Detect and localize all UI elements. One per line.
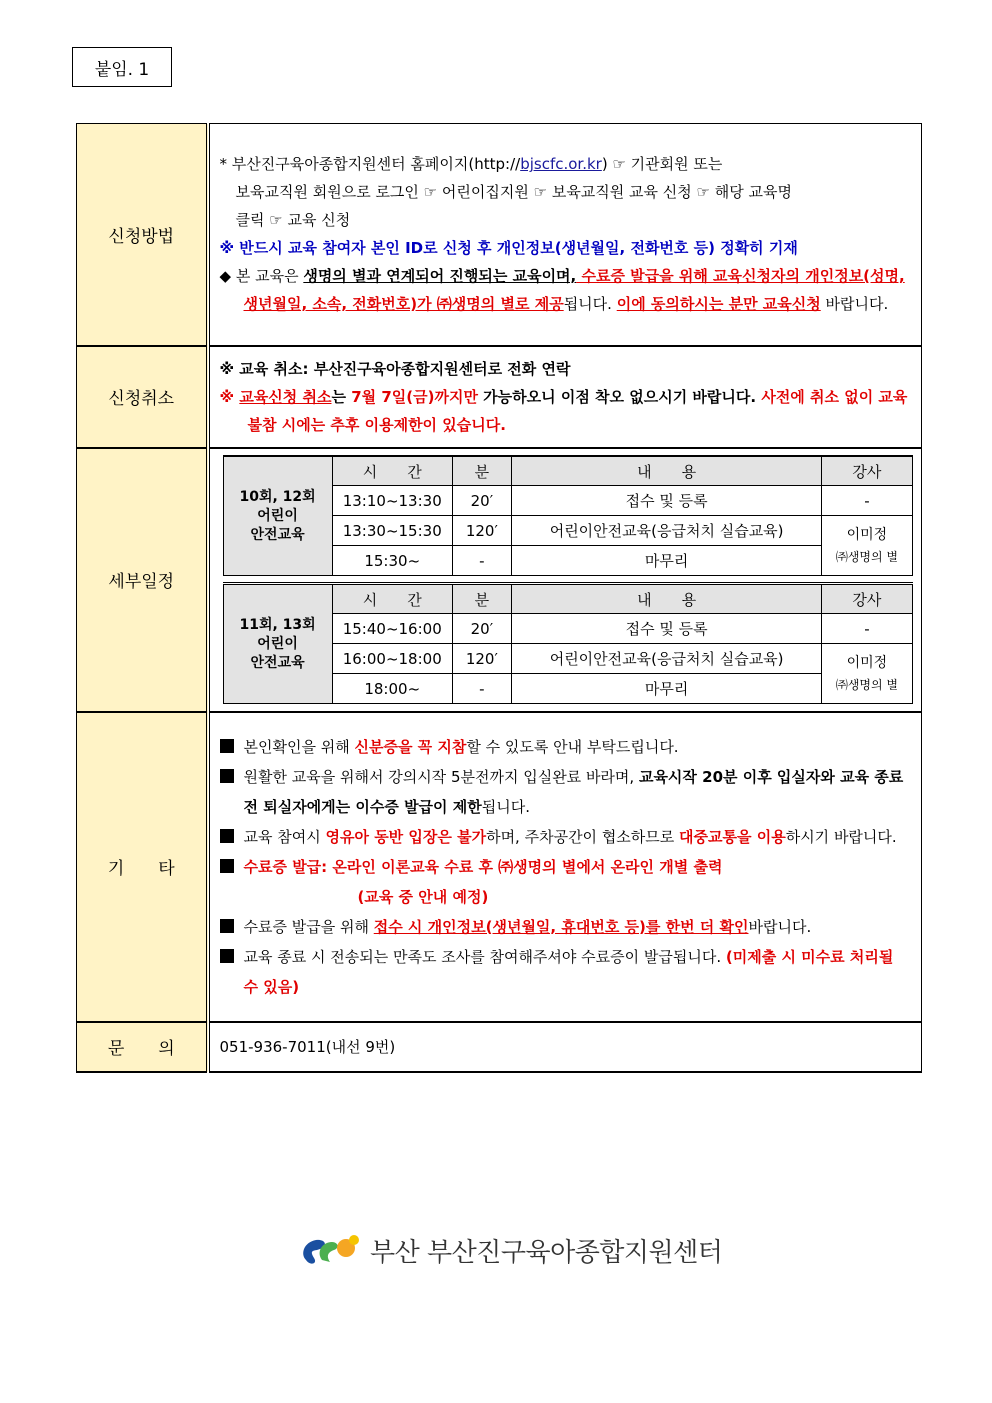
schedule-table-1 bbox=[223, 455, 913, 577]
apply-line-3: 클릭 ☞ 교육 신청 bbox=[235, 211, 351, 230]
schedule-table-2 bbox=[223, 582, 913, 704]
apply-row bbox=[77, 124, 922, 346]
cancel-line-2: ※ 교육신청 취소는 7월 7일(금)까지만 가능하오니 이점 착오 없으시기 바랍니다. 사전에 취소 없이 교육 불참 시에는 추후 이용제한이 있습니다. bbox=[219, 387, 908, 434]
table-row: 16:00~18:00 120′ 어린이안전교육(응급처치 실습교육) 이미정 ㈜생명의 별 bbox=[223, 644, 912, 674]
square-bullet-icon bbox=[220, 829, 234, 843]
apply-content bbox=[208, 124, 922, 346]
etc-item-2: 원활한 교육을 위해서 강의시작 5분전까지 입실완료 바라며, 교육시작 20분 이후 입실자와 교육 종료 전 퇴실자에게는 이수증 발급이 제한됩니다. bbox=[220, 762, 912, 822]
header-minutes: 분 bbox=[452, 584, 511, 614]
header-time: 시 간 bbox=[332, 456, 452, 486]
apply-label: 신청방법 bbox=[77, 124, 208, 346]
etc-item-6: 교육 종료 시 전송되는 만족도 조사를 참여해주셔야 수료증이 발급됩니다. (미제출 시 미수료 처리될 수 있음) bbox=[220, 942, 912, 1002]
center-logo-icon bbox=[298, 1230, 364, 1270]
center-logo-text: 부산 부산진구육아종합지원센터 bbox=[370, 1237, 723, 1268]
etc-label: 기 타 bbox=[77, 712, 208, 1022]
header-lecturer: 강사 bbox=[822, 584, 912, 614]
header-minutes: 분 bbox=[452, 456, 511, 486]
etc-content bbox=[208, 712, 922, 1022]
apply-notice: ※ 반드시 교육 참여자 본인 ID로 신청 후 개인정보(생년월일, 전화번호 등) 정확히 기재 bbox=[219, 239, 798, 258]
header-content: 내 용 bbox=[511, 584, 821, 614]
schedule-content bbox=[208, 448, 922, 712]
inquiry-label: 문 의 bbox=[77, 1022, 208, 1072]
homepage-link[interactable]: bjscfc.or.kr bbox=[520, 155, 602, 174]
table-row: 15:30~ - 마무리 bbox=[223, 546, 912, 576]
table-row: 18:00~ - 마무리 bbox=[223, 674, 912, 704]
attachment-label: 붙임. 1 bbox=[72, 47, 172, 87]
square-bullet-icon bbox=[220, 919, 234, 933]
schedule-label: 세부일정 bbox=[77, 448, 208, 712]
schedule-row bbox=[77, 448, 922, 712]
cancel-content bbox=[208, 346, 922, 448]
lecturer-cell: 이미정 ㈜생명의 별 bbox=[822, 644, 912, 704]
etc-row bbox=[77, 712, 922, 1022]
cancel-row bbox=[77, 346, 922, 448]
footer-logo bbox=[298, 1230, 722, 1270]
etc-item-4-note: (교육 중 안내 예정) bbox=[357, 887, 489, 906]
etc-item-5: 수료증 발급을 위해 접수 시 개인정보(생년월일, 휴대번호 등)를 한번 더 확인바랍니다. bbox=[220, 912, 912, 942]
etc-item-3: 교육 참여시 영유아 동반 입장은 불가하며, 주차공간이 협소하므로 대중교통을 이용하시기 바랍니다. bbox=[220, 822, 912, 852]
header-content: 내 용 bbox=[511, 456, 821, 486]
cancel-line-1: ※ 교육 취소: 부산진구육아종합지원센터로 전화 연락 bbox=[219, 359, 571, 378]
square-bullet-icon bbox=[220, 859, 234, 873]
group-title: 11회, 13회 어린이 안전교육 bbox=[223, 584, 332, 704]
etc-item-1: 본인확인을 위해 신분증을 꼭 지참할 수 있도록 안내 부탁드립니다. bbox=[220, 732, 912, 762]
apply-consent: ◆ 본 교육은 생명의 별과 연계되어 진행되는 교육이며, 수료증 발급을 위해 교육신청자의 개인정보(성명, 생년월일, 소속, 전화번호)가 ㈜생명의 별로 제공됩니다. 이에 동의하시는 분만 교육신청 바랍니다. bbox=[219, 267, 905, 314]
square-bullet-icon bbox=[220, 769, 234, 783]
table-row: 13:30~15:30 120′ 어린이안전교육(응급처치 실습교육) 이미정 ㈜생명의 별 bbox=[223, 516, 912, 546]
info-table bbox=[76, 123, 922, 1073]
square-bullet-icon bbox=[220, 739, 234, 753]
cancel-label: 신청취소 bbox=[77, 346, 208, 448]
header-time: 시 간 bbox=[332, 584, 452, 614]
diamond-icon: ◆ bbox=[219, 267, 232, 286]
lecturer-cell: 이미정 ㈜생명의 별 bbox=[822, 516, 912, 576]
header-lecturer: 강사 bbox=[822, 456, 912, 486]
group-title: 10회, 12회 어린이 안전교육 bbox=[223, 456, 332, 576]
inquiry-phone: 051-936-7011(내선 9번) bbox=[208, 1022, 922, 1072]
apply-line-1: * 부산진구육아종합지원센터 홈페이지(http://bjscfc.or.kr) ☞ 기관회원 또는 bbox=[219, 155, 723, 174]
apply-line-2: 보육교직원 회원으로 로그인 ☞ 어린이집지원 ☞ 보육교직원 교육 신청 ☞ 해당 교육명 bbox=[235, 183, 792, 202]
inquiry-row bbox=[77, 1022, 922, 1072]
square-bullet-icon bbox=[220, 949, 234, 963]
table-row: 13:10~13:30 20′ 접수 및 등록 - bbox=[223, 486, 912, 516]
etc-item-4: 수료증 발급: 온라인 이론교육 수료 후 ㈜생명의 별에서 온라인 개별 출력 bbox=[220, 852, 912, 882]
table-row: 15:40~16:00 20′ 접수 및 등록 - bbox=[223, 614, 912, 644]
